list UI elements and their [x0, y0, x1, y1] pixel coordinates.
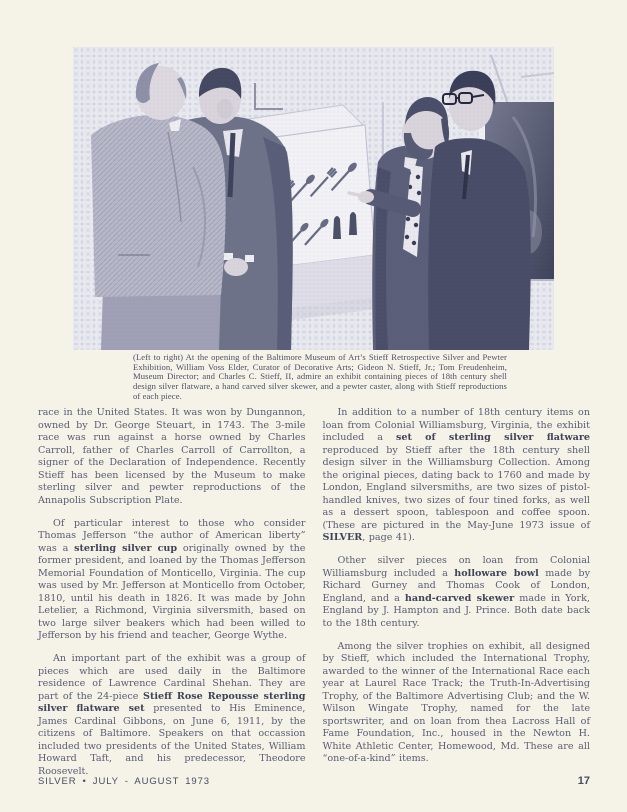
- paragraph: race in the United States. It was won by Dungannon, owned by Dr. George Steuart, in 1743. The 3-mile race was run against a horse owned by Charles Carroll, father of Charles Carroll of Carrollton, a signer of the Declaration of Independence. Recently Stieff has been licensed by the Museum to make sterling silver and pewter reproductions of the Annapolis Subscription Plate.: [38, 407, 306, 506]
- exhibit-photo-illustration: [73, 47, 554, 350]
- paragraph: Among the silver trophies on exhibit, all designed by Stieff, which included the International Trophy, awarded to the winner of the International Race each year at Laurel Race Track; the Truth-In-Advertising Trophy, of the Baltimore Advertising Club; and the W. Wilson Wingate Trophy, named for the late sportswriter, and on loan from thea Lacross Hall of Fame Foundation, Inc., housed in the Newton H. White Athletic Center, Homewood, Md. These are all “one-of-a-kind” items.: [322, 640, 590, 764]
- photo-caption: (Left to right) At the opening of the Baltimore Museum of Art’s Stieff Retrospective Silver and Pewter Exhibition, William Voss Elder, Curator of Decorative Arts; Gideon N. Stieff, Jr.; Tom Freudenheim, Museum Director; and Charles C. Stieff, II, admire an exhibit containing pieces of 18th century shell design silver flatware, a hand carved silver skewer, and a pewter caster, along with Stieff reproductions of each piece.: [133, 352, 507, 401]
- exhibit-photo: [73, 47, 554, 350]
- paragraph: Of particular interest to those who consider Thomas Jefferson “the author of American liberty” was a sterling silver cup originally owned by the former president, and loaned by the Thomas Jefferson Memorial Foundation of Monticello, Virginia. The cup was used by Mr. Jefferson at Monticello from October, 1810, until his death in 1826. It was made by John Letelier, a Richmond, Virginia silversmith, based on two large silver beakers which had been willed to Jefferson by his friend and teacher, George Wythe.: [38, 517, 306, 641]
- halftone-overlay: [73, 47, 554, 350]
- right-column: [323, 407, 591, 789]
- page-footer: [38, 775, 590, 787]
- journal-footer-text: SILVER • JULY - AUGUST 1973: [38, 776, 210, 787]
- article-body: [38, 407, 590, 789]
- paragraph: Other silver pieces on loan from Colonial Williamsburg included a holloware bowl made by Richard Gurney and Thomas Cook of London, England, and a hand-carved skewer made in York, England by J. Hampton and J. Prince. Both date back to the 18th century.: [322, 555, 590, 629]
- paragraph: An important part of the exhibit was a group of pieces which are used daily in the Baltimore residence of Lawrence Cardinal Shehan. They are part of the 24-piece Stieff Rose Repousse sterling silver flatware set presented to His Eminence, James Cardinal Gibbons, on June 6, 1911, by the citizens of Baltimore. Speakers on that occassion included two presidents of the United States, William Howard Taft, and his predecessor, Theodore Roosevelt.: [38, 653, 306, 777]
- paragraph: In addition to a number of 18th century items on loan from Colonial Williamsburg, Virginia, the exhibit included a set of sterling silver flatware reproduced by Stieff after the 18th century shell design silver in the Williamsburg Collection. Among the original pieces, dating back to 1760 and made by London, England silversmiths, are two sizes of pistol-handled knives, two sizes of four tined forks, as well as a dessert spoon, tablespoon and coffee spoon. (These are pictured in the May-June 1973 issue of SILVER, page 41).: [322, 407, 590, 543]
- left-column: [38, 407, 306, 789]
- page-number: 17: [577, 775, 590, 787]
